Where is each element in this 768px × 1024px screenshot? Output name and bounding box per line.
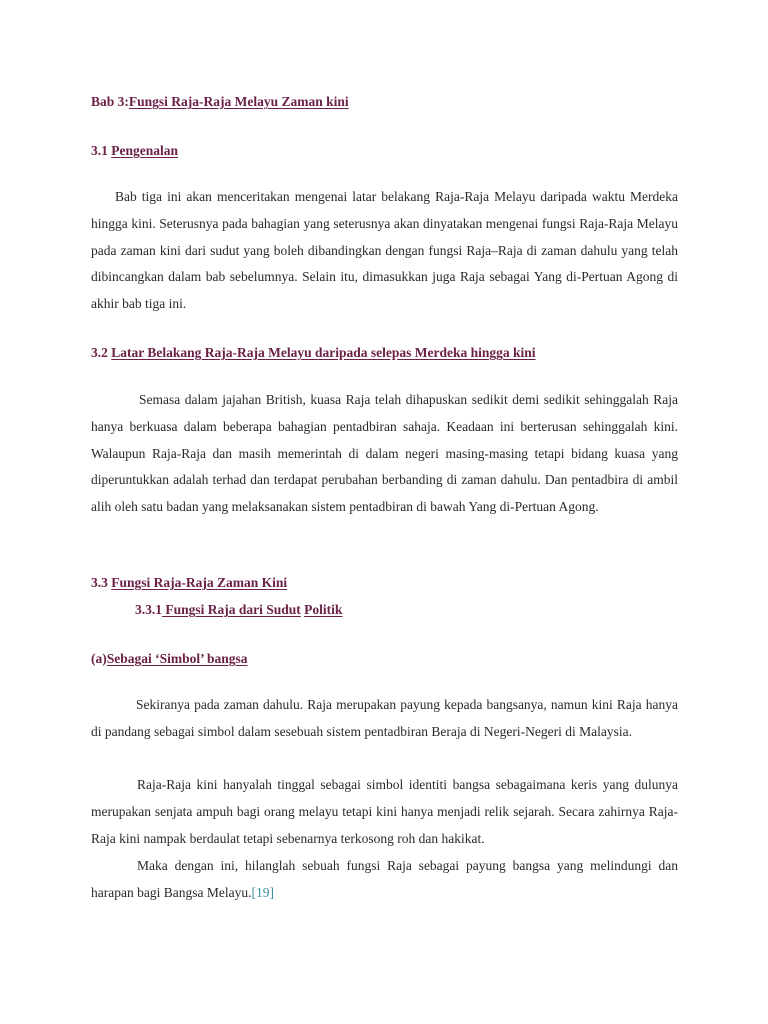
section-3-2-heading	[91, 345, 536, 361]
subsection-a-number: (a)	[91, 651, 107, 666]
chapter-prefix: Bab 3:	[91, 94, 129, 109]
footnote-reference-link[interactable]: [19]	[251, 884, 274, 900]
subsection-a-title: Sebagai ‘Simbol’ bangsa	[106, 651, 248, 666]
paragraph-a2	[91, 772, 678, 852]
section-3-1-number: 3.1	[91, 143, 112, 158]
paragraph-a3-text: Maka dengan ini, hilanglah sebuah fungsi Raja sebagai payung bangsa yang melindungi dan harapan bagi Bangsa Melayu.	[91, 858, 678, 900]
chapter-title: Fungsi Raja-Raja Melayu Zaman kini	[128, 94, 349, 109]
section-3-2-text: Semasa dalam jajahan British, kuasa Raja telah dihapuskan sedikit demi sedikit sehinggalah Raja hanya berkuasa dalam beberapa bahagian pentadbiran sahaja. Keadaan ini berterusan sehinggalah kini. Walaupun Raja-Raja dan masih memerintah di dalam negeri masing-masing tetapi bidang kuasa yang diperuntukkan adalah terhad dan terdapat perubahan berbanding di zaman dahulu. Dan pentadbira di ambil alih oleh satu badan yang melaksanakan sistem pentadbiran di bawah Yang di-Pertuan Agong.	[91, 392, 678, 515]
section-3-2-number: 3.2	[91, 345, 112, 360]
section-3-2-paragraph	[91, 387, 678, 521]
section-3-3-title: Fungsi Raja-Raja Zaman Kini	[111, 575, 288, 590]
section-3-3-1-title-2: Politik	[304, 602, 343, 617]
section-3-3-number: 3.3	[91, 575, 112, 590]
subsection-a-heading	[91, 651, 248, 667]
section-3-2-title: Latar Belakang Raja-Raja Melayu daripada selepas Merdeka hingga kini	[111, 345, 536, 360]
paragraph-a3	[91, 853, 678, 907]
section-3-3-1-heading	[135, 602, 342, 618]
section-3-1-text: Bab tiga ini akan menceritakan mengenai latar belakang Raja-Raja Melayu daripada waktu Merdeka hingga kini. Seterusnya pada bahagian yang seterusnya akan dinyatakan mengenai fungsi Raja-Raja Melayu pada zaman kini dari sudut yang boleh dibandingkan dengan fungsi Raja–Raja di zaman dahulu yang telah dibincangkan dalam bab sebelumnya. Selain itu, dimasukkan juga Raja sebagai Yang di-Pertuan Agong di akhir bab tiga ini.	[91, 189, 678, 312]
section-3-1-heading	[91, 143, 178, 159]
section-3-3-1-title: Fungsi Raja dari Sudut	[162, 602, 301, 617]
paragraph-a1	[91, 692, 678, 746]
section-3-3-heading	[91, 575, 287, 591]
paragraph-a2-text: Raja-Raja kini hanyalah tinggal sebagai simbol identiti bangsa sebagaimana keris yang dulunya merupakan senjata ampuh bagi orang melayu tetapi kini hanya menjadi relik sejarah. Secara zahirnya Raja-Raja kini nampak berdaulat tetapi sebenarnya terkosong roh dan hakikat.	[91, 777, 678, 846]
section-3-1-paragraph	[91, 184, 678, 318]
paragraph-a1-text: Sekiranya pada zaman dahulu. Raja merupakan payung kepada bangsanya, namun kini Raja hanya di pandang sebagai simbol dalam sesebuah sistem pentadbiran Beraja di Negeri-Negeri di Malaysia.	[91, 697, 678, 739]
section-3-3-1-number: 3.3.1	[135, 602, 162, 617]
chapter-heading	[91, 94, 349, 110]
section-3-1-title: Pengenalan	[111, 143, 179, 158]
